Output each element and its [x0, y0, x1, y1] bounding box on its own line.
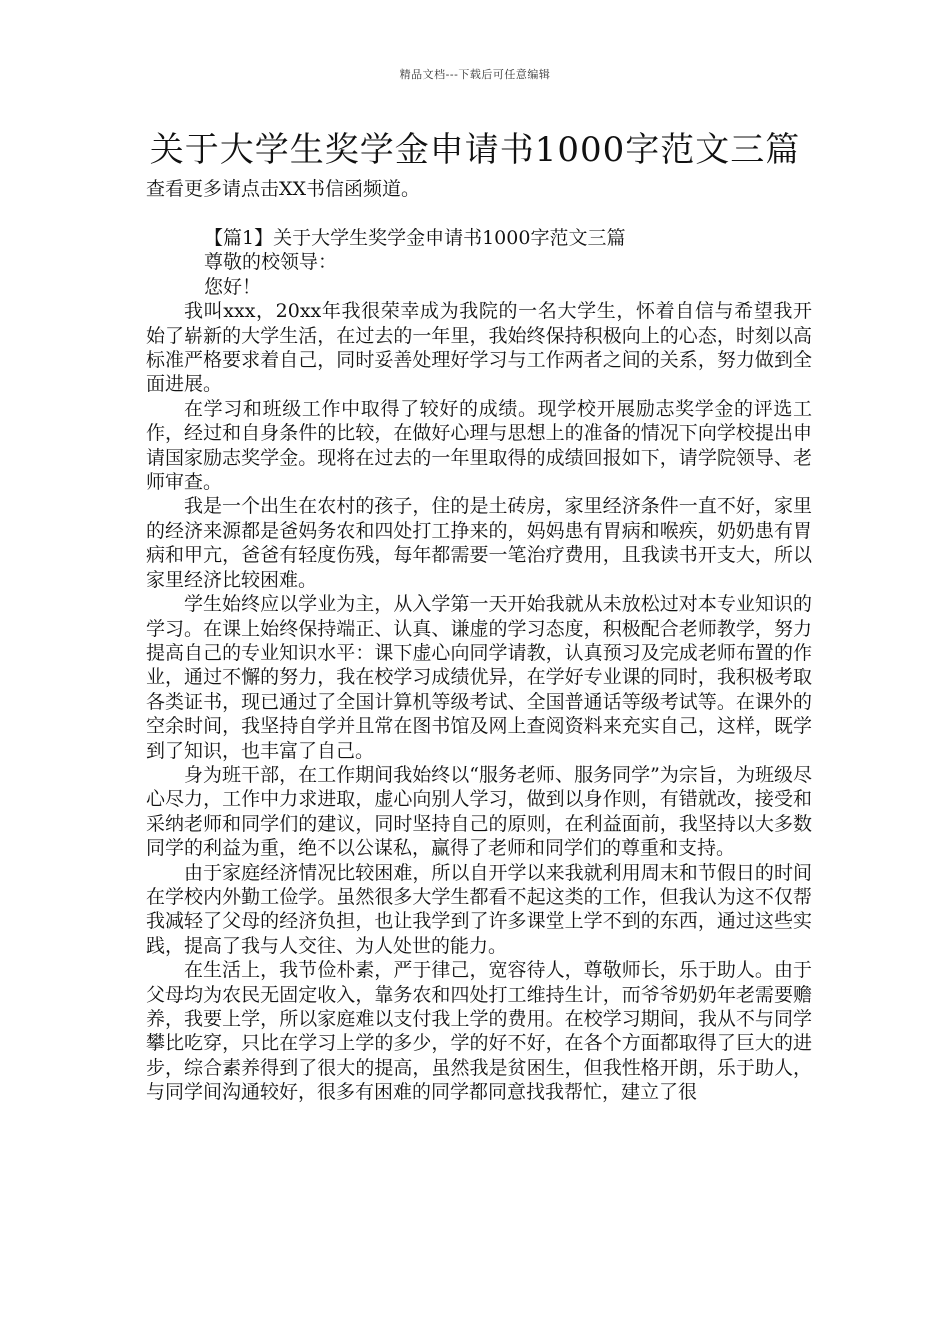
section-heading: 【篇1】关于大学生奖学金申请书1000字范文三篇	[204, 227, 626, 249]
salutation: 尊敬的校领导：	[204, 251, 338, 274]
paragraph: 在学习和班级工作中取得了较好的成绩。现学校开展励志奖学金的评选工作，经过和自身条件的比较，在做好心理与思想上的准备的情况下向学校提出申请国家励志奖学金。现将在过去的一年里取得的成绩回报如下，请学院领导、老师审查。	[146, 397, 812, 494]
document-body	[146, 226, 812, 1105]
paragraph: 我是一个出生在农村的孩子，住的是土砖房，家里经济条件一直不好，家里的经济来源都是爸妈务农和四处打工挣来的，妈妈患有胃病和喉疾，奶奶患有胃病和甲亢，爸爸有轻度伤残，每年都需要一笔治疗费用，且我读书开支大，所以家里经济比较困难。	[146, 495, 812, 591]
paragraph: 我叫xxx，20xx年我很荣幸成为我院的一名大学生，怀着自信与希望我开始了崭新的大学生活，在过去的一年里，我始终保持积极向上的心态，时刻以高标准严格要求着自己，同时妥善处理好学习与工作两者之间的关系，努力做到全面进展。	[146, 300, 812, 396]
paragraph: 学生始终应以学业为主，从入学第一天开始我就从未放松过对本专业知识的学习。在课上始终保持端正、认真、谦虚的学习态度，积极配合老师教学，努力提高自己的专业知识水平：课下虚心向同学请教，认真预习及完成老师布置的作业，通过不懈的努力，我在校学习成绩优异，在学好专业课的同时，我积极考取各类证书，现已通过了全国计算机等级考试、全国普通话等级考试等。在课外的空余时间，我坚持自学并且常在图书馆及网上查阅资料来充实自己，这样，既学到了知识，也丰富了自己。	[146, 593, 812, 762]
paragraph: 在生活上，我节俭朴素，严于律己，宽容待人，尊敬师长，乐于助人。由于父母均为农民无固定收入，靠务农和四处打工维持生计，而爷爷奶奶年老需要赡养，我要上学，所以家庭难以支付我上学的费用。在校学习期间，我从不与同学攀比吃穿，只比在学习上学的多少，学的好不好，在各个方面都取得了巨大的进步，综合素养得到了很大的提高，虽然我是贫困生，但我性格开朗，乐于助人，与同学间沟通较好，很多有困难的同学都同意找我帮忙，建立了很	[146, 959, 812, 1104]
greeting: 您好！	[204, 275, 262, 298]
paragraph: 由于家庭经济情况比较困难，所以自开学以来我就利用周末和节假日的时间在学校内外勤工俭学。虽然很多大学生都看不起这类的工作，但我认为这不仅帮我减轻了父母的经济负担，也让我学到了许多课堂上学不到的东西，通过这些实践，提高了我与人交往、为人处世的能力。	[146, 861, 812, 957]
document-title: 关于大学生奖学金申请书1000字范文三篇	[149, 130, 801, 170]
paragraph: 身为班干部，在工作期间我始终以“服务老师、服务同学”为宗旨，为班级尽心尽力，工作中力求进取，虚心向别人学习，做到以身作则，有错就改，接受和采纳老师和同学们的建议，同时坚持自己的原则，在利益面前，我坚持以大多数同学的利益为重，绝不以公谋私，赢得了老师和同学们的尊重和支持。	[146, 763, 812, 860]
page-header-note: 精品文档---下载后可任意编辑	[399, 68, 551, 81]
document-subtitle: 查看更多请点击XX书信函频道。	[146, 178, 421, 200]
